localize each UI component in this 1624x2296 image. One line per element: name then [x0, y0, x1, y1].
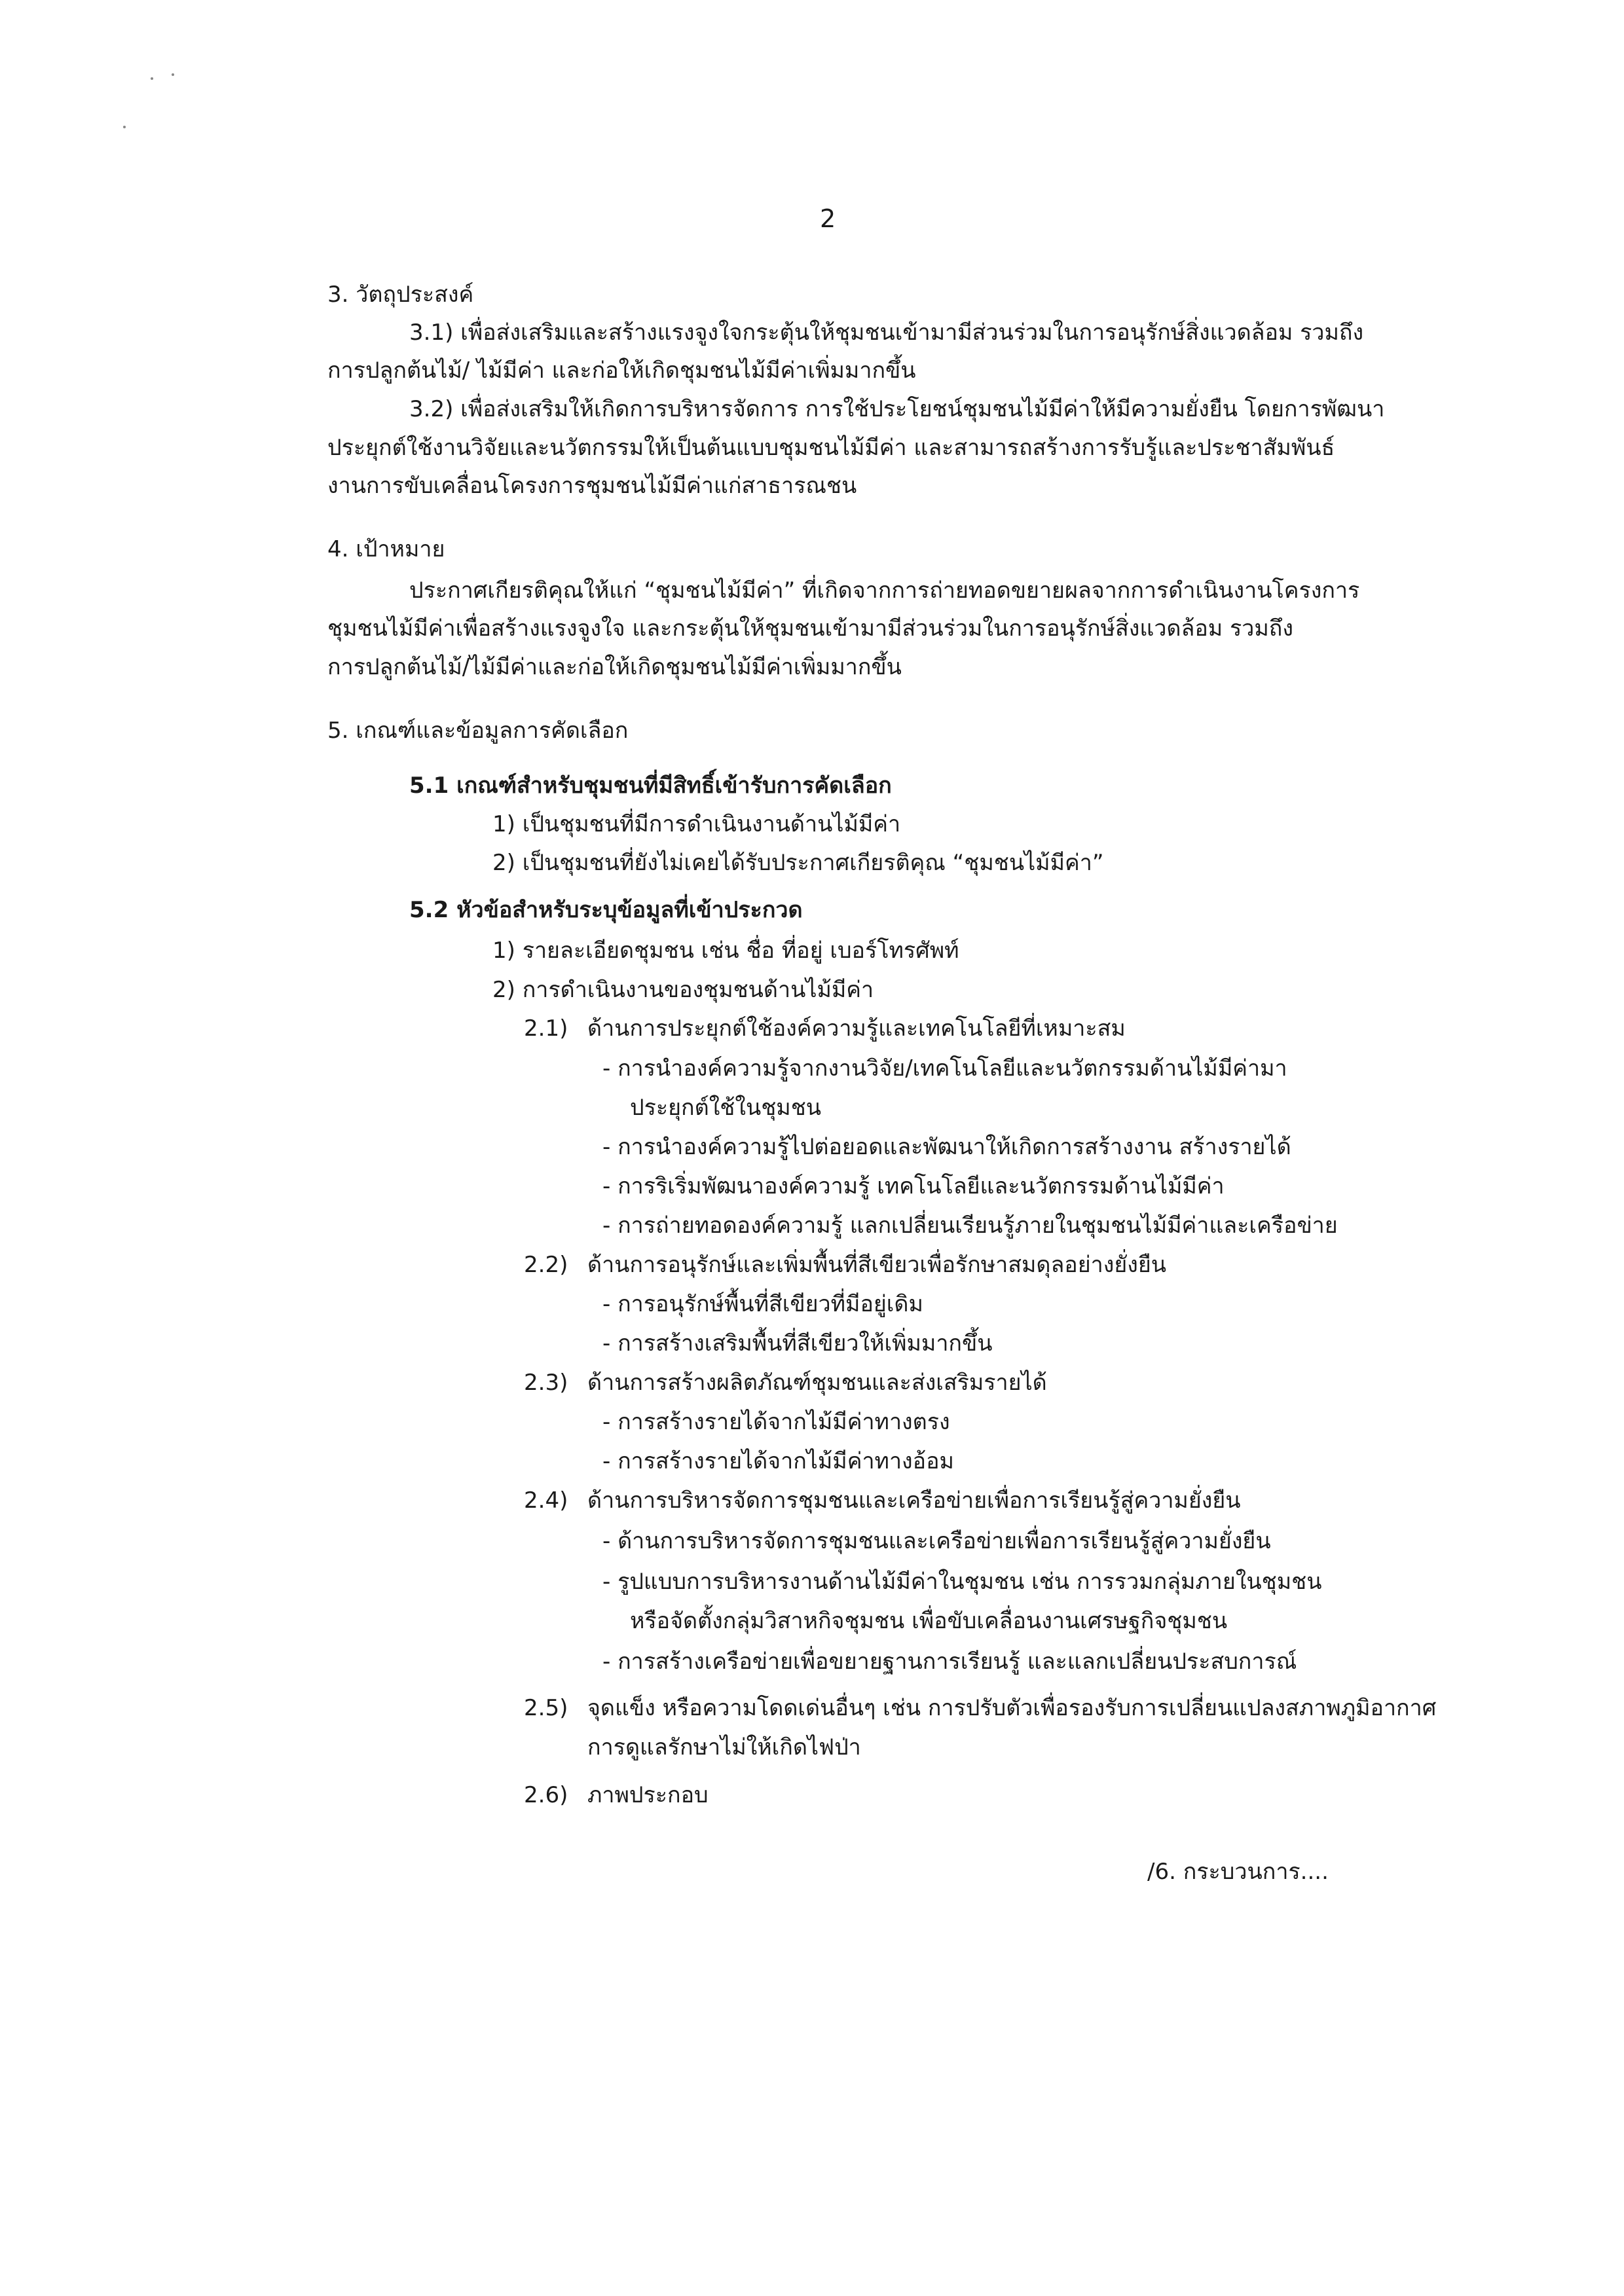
page-number: 2 [820, 204, 836, 233]
section-5-2-heading: 5.2 หัวข้อสำหรับระบุข้อมูลที่เข้าประกวด [409, 897, 803, 923]
target-line-1: ประกาศเกียรติคุณให้แก่ “ชุมชนไม้มีค่า” ที่เกิดจากการถ่ายทอดขยายผลจากการดำเนินงานโครงการ [409, 577, 1360, 604]
bullet-2-4-3: - การสร้างเครือข่ายเพื่อขยายฐานการเรียนรู้ และแลกเปลี่ยนประสบการณ์ [602, 1649, 1297, 1675]
criteria-item-2: 2) เป็นชุมชนที่ยังไม่เคยได้รับประกาศเกียรติคุณ “ชุมชนไม้มีค่า” [492, 850, 1104, 876]
objective-3-1-line-1: 3.1) เพื่อส่งเสริมและสร้างแรงจูงใจกระตุ้นให้ชุมชนเข้ามามีส่วนร่วมในการอนุรักษ์สิ่งแวดล้อม รวมถึง [409, 319, 1364, 346]
section-3-heading: 3. วัตถุประสงค์ [327, 282, 474, 308]
bullet-2-1-1-line-2: ประยุกต์ใช้ในชุมชน [630, 1095, 822, 1121]
objective-3-2-line-3: งานการขับเคลื่อนโครงการชุมชนไม้มีค่าแก่สาธารณชน [327, 473, 857, 499]
bullet-2-2-1: - การอนุรักษ์พื้นที่สีเขียวที่มีอยู่เดิม [602, 1291, 923, 1317]
subitem-title-2-5-line-2: การดูแลรักษาไม่ให้เกิดไฟป่า [587, 1734, 861, 1760]
scan-speck [123, 126, 126, 128]
bullet-2-1-3: - การริเริ่มพัฒนาองค์ความรู้ เทคโนโลยีและนวัตกรรมด้านไม้มีค่า [602, 1173, 1225, 1199]
bullet-2-1-1-line-1: - การนำองค์ความรู้จากงานวิจัย/เทคโนโลยีและนวัตกรรมด้านไม้มีค่ามา [602, 1055, 1287, 1082]
subitem-number-2-5: 2.5) [524, 1695, 568, 1721]
subitem-title-2-3: ด้านการสร้างผลิตภัณฑ์ชุมชนและส่งเสริมรายได้ [587, 1370, 1047, 1396]
bullet-2-3-1: - การสร้างรายได้จากไม้มีค่าทางตรง [602, 1409, 950, 1435]
subitem-number-2-2: 2.2) [524, 1252, 568, 1278]
info-item-2: 2) การดำเนินงานของชุมชนด้านไม้มีค่า [492, 977, 874, 1003]
subitem-title-2-6: ภาพประกอบ [587, 1782, 709, 1808]
bullet-2-4-2-line-1: - รูปแบบการบริหารงานด้านไม้มีค่าในชุมชน เช่น การรวมกลุ่มภายในชุมชน [602, 1569, 1322, 1595]
bullet-2-1-2: - การนำองค์ความรู้ไปต่อยอดและพัฒนาให้เกิดการสร้างงาน สร้างรายได้ [602, 1134, 1291, 1160]
scan-speck [172, 73, 174, 76]
subitem-number-2-1: 2.1) [524, 1015, 568, 1042]
section-4-heading: 4. เป้าหมาย [327, 536, 445, 562]
objective-3-2-line-1: 3.2) เพื่อส่งเสริมให้เกิดการบริหารจัดการ การใช้ประโยชน์ชุมชนไม้มีค่าให้มีความยั่งยืน โดยการพัฒนา [409, 396, 1385, 422]
subitem-number-2-3: 2.3) [524, 1370, 568, 1396]
objective-3-2-line-2: ประยุกต์ใช้งานวิจัยและนวัตกรรมให้เป็นต้นแบบชุมชนไม้มีค่า และสามารถสร้างการรับรู้และประชาสัมพันธ์ [327, 435, 1335, 461]
info-item-1: 1) รายละเอียดชุมชน เช่น ชื่อ ที่อยู่ เบอร์โทรศัพท์ [492, 938, 959, 964]
section-5-1-heading: 5.1 เกณฑ์สำหรับชุมชนที่มีสิทธิ์เข้ารับการคัดเลือก [409, 773, 892, 799]
bullet-2-1-4: - การถ่ายทอดองค์ความรู้ แลกเปลี่ยนเรียนรู้ภายในชุมชนไม้มีค่าและเครือข่าย [602, 1212, 1338, 1239]
subitem-number-2-6: 2.6) [524, 1782, 568, 1808]
section-5-heading: 5. เกณฑ์และข้อมูลการคัดเลือก [327, 718, 629, 744]
continuation-marker: /6. กระบวนการ.... [1147, 1859, 1329, 1885]
target-line-2: ชุมชนไม้มีค่าเพื่อสร้างแรงจูงใจ และกระตุ้นให้ชุมชนเข้ามามีส่วนร่วมในการอนุรักษ์สิ่งแวดล้อม รวมถึง [327, 615, 1293, 642]
bullet-2-2-2: - การสร้างเสริมพื้นที่สีเขียวให้เพิ่มมากขึ้น [602, 1330, 993, 1357]
bullet-2-4-1: - ด้านการบริหารจัดการชุมชนและเครือข่ายเพื่อการเรียนรู้สู่ความยั่งยืน [602, 1528, 1271, 1554]
subitem-number-2-4: 2.4) [524, 1487, 568, 1514]
scan-speck [151, 77, 153, 80]
bullet-2-4-2-line-2: หรือจัดตั้งกลุ่มวิสาหกิจชุมชน เพื่อขับเคลื่อนงานเศรษฐกิจชุมชน [630, 1608, 1228, 1634]
target-line-3: การปลูกต้นไม้/ไม้มีค่าและก่อให้เกิดชุมชนไม้มีค่าเพิ่มมากขึ้น [327, 654, 902, 680]
objective-3-1-line-2: การปลูกต้นไม้/ ไม้มีค่า และก่อให้เกิดชุมชนไม้มีค่าเพิ่มมากขึ้น [327, 357, 916, 384]
bullet-2-3-2: - การสร้างรายได้จากไม้มีค่าทางอ้อม [602, 1448, 954, 1474]
subitem-title-2-5-line-1: จุดแข็ง หรือความโดดเด่นอื่นๆ เช่น การปรับตัวเพื่อรองรับการเปลี่ยนแปลงสภาพภูมิอากาศ [587, 1695, 1437, 1721]
criteria-item-1: 1) เป็นชุมชนที่มีการดำเนินงานด้านไม้มีค่า [492, 811, 901, 837]
subitem-title-2-4: ด้านการบริหารจัดการชุมชนและเครือข่ายเพื่อการเรียนรู้สู่ความยั่งยืน [587, 1487, 1241, 1514]
subitem-title-2-1: ด้านการประยุกต์ใช้องค์ความรู้และเทคโนโลยีที่เหมาะสม [587, 1015, 1126, 1042]
subitem-title-2-2: ด้านการอนุรักษ์และเพิ่มพื้นที่สีเขียวเพื่อรักษาสมดุลอย่างยั่งยืน [587, 1252, 1167, 1278]
